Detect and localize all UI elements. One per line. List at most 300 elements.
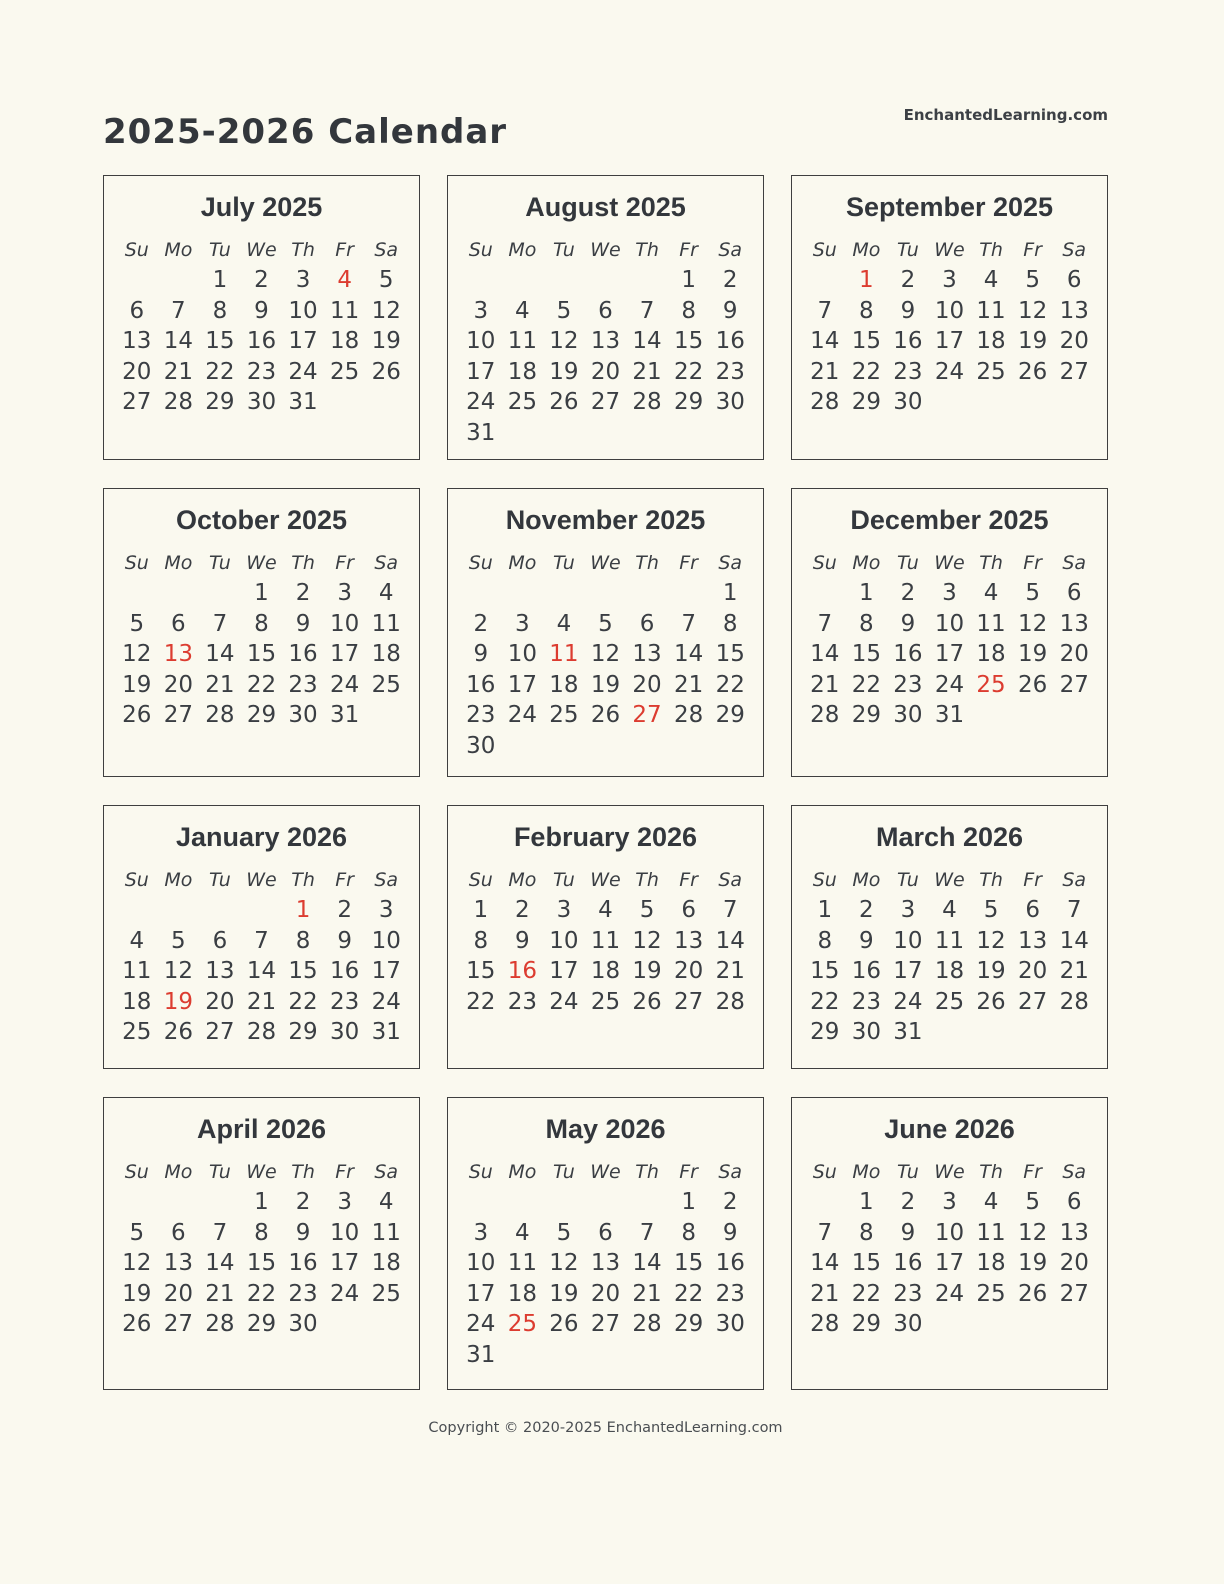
day-of-week-label: We: [246, 869, 277, 891]
empty-day-cell: [1012, 1017, 1054, 1048]
day-of-week-label: We: [246, 552, 277, 574]
day-cell: 14: [810, 1250, 840, 1276]
day-cell: 10: [466, 1250, 496, 1276]
holiday-day-cell: 27: [632, 702, 662, 728]
day-of-week-label: Mo: [852, 552, 881, 574]
day-cell: 25: [122, 1019, 152, 1045]
day-of-week-label: Th: [635, 552, 659, 574]
day-cell: 26: [632, 988, 662, 1015]
day-cell: 4: [129, 927, 145, 954]
page-title: 2025-2026 Calendar: [103, 112, 508, 152]
day-cell: 31: [934, 702, 965, 728]
day-cell: 8: [254, 610, 269, 637]
empty-day-cell: [1053, 1017, 1095, 1048]
empty-day-cell: [199, 1187, 241, 1218]
day-header-row: [804, 548, 1095, 578]
empty-day-cell: [365, 387, 407, 418]
day-cell: 25: [976, 1280, 1006, 1307]
empty-day-cell: [626, 265, 668, 296]
day-cell: 30: [466, 732, 496, 759]
day-cell: 9: [295, 610, 311, 637]
day-cell: 7: [212, 1219, 228, 1246]
day-cell: 20: [590, 1280, 621, 1307]
day-cell: 25: [976, 358, 1006, 385]
weeks-grid: [804, 895, 1095, 1048]
day-cell: 3: [337, 580, 352, 606]
day-cell: 12: [976, 927, 1006, 954]
empty-day-cell: [158, 578, 200, 609]
day-cell: 2: [900, 580, 916, 606]
empty-day-cell: [626, 418, 668, 449]
holiday-day-cell: 1: [295, 897, 311, 923]
weeks-grid: [116, 895, 407, 1048]
day-cell: 24: [288, 358, 318, 385]
day-cell: 9: [900, 297, 916, 324]
day-cell: 24: [934, 1280, 965, 1307]
empty-day-cell: [116, 1187, 158, 1218]
day-cell: 12: [632, 927, 662, 954]
day-cell: 18: [507, 1280, 537, 1307]
day-cell: 18: [976, 641, 1006, 667]
day-of-week-label: Su: [468, 1161, 493, 1183]
day-cell: 7: [254, 927, 269, 954]
day-cell: 13: [1017, 927, 1048, 954]
empty-day-cell: [668, 578, 710, 609]
calendar-page: [103, 0, 1108, 1436]
day-cell: 20: [590, 358, 621, 385]
day-cell: 17: [549, 958, 579, 984]
day-of-week-label: Tu: [209, 869, 231, 891]
weeks-grid: [460, 1187, 751, 1370]
day-cell: 17: [329, 1250, 360, 1276]
day-cell: 20: [632, 671, 662, 698]
holiday-day-cell: 19: [163, 988, 193, 1015]
day-cell: 15: [673, 328, 704, 354]
day-cell: 9: [515, 927, 530, 954]
day-cell: 7: [722, 897, 738, 923]
month-title: July 2025: [200, 192, 323, 222]
day-cell: 30: [246, 389, 277, 415]
day-cell: 24: [329, 671, 360, 698]
day-cell: 6: [1066, 267, 1082, 293]
day-of-week-label: Sa: [718, 869, 743, 891]
day-cell: 26: [122, 702, 152, 728]
empty-day-cell: [158, 895, 200, 926]
day-of-week-label: Su: [124, 1161, 149, 1183]
day-cell: 8: [859, 610, 874, 637]
day-cell: 20: [205, 988, 235, 1015]
day-cell: 11: [976, 1219, 1006, 1246]
day-header-row: [460, 865, 751, 895]
empty-day-cell: [626, 731, 668, 762]
empty-day-cell: [460, 1187, 502, 1218]
day-header-row: [116, 235, 407, 265]
day-of-week-label: Tu: [209, 239, 231, 261]
day-cell: 4: [983, 1189, 999, 1215]
day-cell: 30: [851, 1019, 881, 1045]
day-cell: 1: [212, 267, 228, 293]
day-of-week-label: Mo: [164, 869, 193, 891]
day-cell: 27: [1059, 1280, 1089, 1307]
empty-day-cell: [668, 731, 710, 762]
day-of-week-label: Mo: [852, 1161, 881, 1183]
day-cell: 14: [810, 328, 840, 354]
empty-day-cell: [585, 418, 627, 449]
day-cell: 2: [722, 267, 738, 293]
day-cell: 22: [851, 358, 881, 385]
day-cell: 11: [934, 927, 965, 954]
day-cell: 21: [673, 671, 704, 698]
day-cell: 16: [715, 1250, 745, 1276]
day-of-week-label: Th: [635, 869, 659, 891]
day-of-week-label: Tu: [897, 869, 919, 891]
day-cell: 22: [466, 988, 496, 1015]
empty-day-cell: [1053, 700, 1095, 731]
day-cell: 27: [122, 389, 152, 415]
day-cell: 3: [556, 897, 572, 923]
day-cell: 28: [810, 702, 840, 728]
weeks-grid: [804, 578, 1095, 731]
day-of-week-label: Mo: [852, 869, 881, 891]
day-of-week-label: We: [590, 869, 621, 891]
empty-day-cell: [585, 1340, 627, 1371]
day-cell: 18: [122, 988, 152, 1015]
day-cell: 5: [983, 897, 999, 923]
day-cell: 3: [942, 267, 957, 293]
empty-day-cell: [502, 731, 544, 762]
day-cell: 7: [817, 297, 833, 324]
day-cell: 7: [681, 610, 696, 637]
day-cell: 11: [507, 1250, 537, 1276]
day-cell: 16: [288, 641, 318, 667]
day-cell: 8: [722, 610, 738, 637]
day-cell: 30: [329, 1019, 360, 1045]
empty-day-cell: [502, 265, 544, 296]
day-cell: 14: [632, 1250, 662, 1276]
day-of-week-label: Tu: [553, 552, 575, 574]
day-cell: 12: [122, 641, 152, 667]
day-cell: 15: [810, 958, 840, 984]
empty-day-cell: [460, 265, 502, 296]
day-cell: 11: [976, 610, 1006, 637]
day-cell: 23: [288, 671, 318, 698]
day-cell: 19: [1017, 1250, 1048, 1276]
day-cell: 28: [205, 702, 235, 728]
day-cell: 14: [632, 328, 662, 354]
day-of-week-label: Mo: [508, 1161, 537, 1183]
empty-day-cell: [1012, 387, 1054, 418]
day-of-week-label: Mo: [164, 239, 193, 261]
day-cell: 30: [893, 389, 923, 415]
day-cell: 10: [549, 927, 579, 954]
day-cell: 18: [329, 328, 360, 354]
day-cell: 11: [329, 297, 360, 324]
day-of-week-label: We: [934, 869, 965, 891]
day-cell: 8: [681, 1219, 696, 1246]
day-cell: 12: [1017, 297, 1048, 324]
day-cell: 15: [851, 1250, 881, 1276]
day-cell: 5: [378, 267, 394, 293]
day-cell: 18: [371, 641, 401, 667]
day-cell: 6: [171, 610, 186, 637]
day-cell: 11: [371, 610, 401, 637]
day-cell: 19: [1017, 328, 1048, 354]
month-box: [791, 805, 1108, 1069]
day-cell: 5: [1025, 267, 1040, 293]
day-cell: 15: [673, 1250, 704, 1276]
day-cell: 27: [1059, 671, 1089, 698]
day-cell: 18: [371, 1250, 401, 1276]
day-cell: 26: [1017, 671, 1048, 698]
day-cell: 21: [246, 988, 277, 1015]
day-cell: 8: [295, 927, 311, 954]
day-cell: 27: [163, 1311, 193, 1337]
empty-day-cell: [970, 1017, 1012, 1048]
day-cell: 7: [639, 1219, 655, 1246]
day-cell: 15: [851, 328, 881, 354]
day-cell: 4: [515, 297, 530, 324]
day-cell: 29: [246, 1311, 277, 1337]
day-cell: 23: [466, 702, 496, 728]
day-cell: 29: [851, 1311, 881, 1337]
day-cell: 20: [1059, 328, 1089, 354]
day-cell: 16: [893, 1250, 923, 1276]
month-box: [103, 1097, 420, 1390]
month-box: [103, 805, 420, 1069]
day-cell: 28: [810, 389, 840, 415]
weeks-grid: [460, 895, 751, 1017]
day-cell: 26: [122, 1311, 152, 1337]
day-cell: 5: [639, 897, 655, 923]
day-cell: 2: [900, 1189, 916, 1215]
day-cell: 7: [817, 1219, 833, 1246]
day-cell: 5: [556, 297, 572, 324]
day-cell: 4: [983, 267, 999, 293]
weeks-grid: [116, 578, 407, 731]
empty-day-cell: [804, 1187, 846, 1218]
day-of-week-label: Su: [124, 552, 149, 574]
day-of-week-label: Th: [979, 1161, 1003, 1183]
month-box: [791, 175, 1108, 460]
day-cell: 14: [715, 927, 745, 954]
empty-day-cell: [543, 731, 585, 762]
month-title: January 2026: [175, 822, 348, 852]
day-cell: 26: [1017, 358, 1048, 385]
day-cell: 2: [337, 897, 352, 923]
day-of-week-label: Tu: [553, 869, 575, 891]
weeks-grid: [116, 265, 407, 418]
day-cell: 12: [371, 297, 401, 324]
day-header-row: [804, 235, 1095, 265]
day-of-week-label: Su: [468, 239, 493, 261]
day-of-week-label: Tu: [897, 1161, 919, 1183]
day-cell: 24: [329, 1280, 360, 1307]
empty-day-cell: [460, 578, 502, 609]
day-cell: 9: [900, 610, 916, 637]
day-cell: 6: [212, 927, 228, 954]
day-cell: 8: [817, 927, 833, 954]
page-header: [103, 0, 1108, 152]
holiday-day-cell: 25: [507, 1311, 537, 1337]
day-of-week-label: Fr: [335, 552, 354, 574]
day-cell: 21: [810, 671, 840, 698]
day-cell: 3: [473, 1219, 489, 1246]
day-of-week-label: Tu: [897, 239, 919, 261]
day-cell: 17: [329, 641, 360, 667]
day-cell: 28: [673, 702, 704, 728]
day-cell: 16: [329, 958, 360, 984]
day-cell: 23: [715, 1280, 745, 1307]
day-cell: 1: [681, 1189, 696, 1215]
empty-day-cell: [543, 418, 585, 449]
day-of-week-label: Th: [291, 1161, 315, 1183]
day-of-week-label: Fr: [679, 1161, 698, 1183]
day-cell: 25: [590, 988, 621, 1015]
day-of-week-label: We: [934, 239, 965, 261]
day-of-week-label: Fr: [1023, 552, 1042, 574]
day-of-week-label: Th: [635, 239, 659, 261]
day-header-row: [460, 1157, 751, 1187]
day-cell: 30: [288, 702, 318, 728]
day-cell: 13: [1059, 297, 1089, 324]
day-cell: 8: [473, 927, 489, 954]
day-header-row: [804, 1157, 1095, 1187]
day-cell: 13: [673, 927, 704, 954]
empty-day-cell: [929, 1017, 971, 1048]
day-cell: 7: [1066, 897, 1082, 923]
day-of-week-label: Su: [812, 869, 837, 891]
day-cell: 2: [295, 580, 311, 606]
day-cell: 15: [246, 641, 277, 667]
day-cell: 29: [205, 389, 235, 415]
day-cell: 4: [515, 1219, 530, 1246]
day-of-week-label: Mo: [508, 239, 537, 261]
day-cell: 21: [810, 1280, 840, 1307]
day-cell: 28: [205, 1311, 235, 1337]
day-cell: 6: [1025, 897, 1040, 923]
empty-day-cell: [1012, 700, 1054, 731]
day-cell: 10: [466, 328, 496, 354]
empty-day-cell: [365, 700, 407, 731]
day-cell: 27: [205, 1019, 235, 1045]
day-of-week-label: Sa: [374, 1161, 399, 1183]
day-cell: 21: [810, 358, 840, 385]
day-cell: 16: [893, 641, 923, 667]
day-of-week-label: Fr: [1023, 869, 1042, 891]
day-cell: 5: [1025, 580, 1040, 606]
day-cell: 11: [507, 328, 537, 354]
empty-day-cell: [116, 578, 158, 609]
day-cell: 26: [976, 988, 1006, 1015]
day-cell: 20: [673, 958, 704, 984]
day-cell: 24: [893, 988, 923, 1015]
month-box: [791, 488, 1108, 777]
day-cell: 22: [246, 671, 277, 698]
day-cell: 17: [893, 958, 923, 984]
day-cell: 2: [515, 897, 530, 923]
day-cell: 23: [246, 358, 277, 385]
day-cell: 27: [1017, 988, 1048, 1015]
day-cell: 3: [942, 1189, 957, 1215]
day-of-week-label: Th: [979, 239, 1003, 261]
day-cell: 10: [329, 610, 360, 637]
day-of-week-label: Mo: [164, 552, 193, 574]
day-cell: 24: [507, 702, 537, 728]
day-cell: 10: [329, 1219, 360, 1246]
day-cell: 6: [171, 1219, 186, 1246]
day-cell: 8: [212, 297, 228, 324]
empty-day-cell: [241, 895, 283, 926]
day-cell: 29: [851, 389, 881, 415]
day-cell: 21: [205, 671, 235, 698]
day-cell: 2: [859, 897, 874, 923]
day-cell: 5: [171, 927, 186, 954]
day-cell: 26: [549, 389, 579, 415]
day-of-week-label: Sa: [1062, 1161, 1087, 1183]
day-cell: 28: [810, 1311, 840, 1337]
day-of-week-label: Mo: [508, 552, 537, 574]
day-cell: 16: [893, 328, 923, 354]
day-of-week-label: Fr: [335, 1161, 354, 1183]
day-cell: 22: [810, 988, 840, 1015]
day-cell: 23: [288, 1280, 318, 1307]
day-cell: 5: [129, 1219, 145, 1246]
day-cell: 14: [246, 958, 277, 984]
day-cell: 11: [590, 927, 621, 954]
empty-day-cell: [804, 578, 846, 609]
day-cell: 25: [329, 358, 360, 385]
day-of-week-label: We: [934, 552, 965, 574]
month-title: April 2026: [196, 1114, 327, 1144]
day-cell: 9: [254, 297, 269, 324]
day-of-week-label: Sa: [1062, 239, 1087, 261]
day-cell: 5: [556, 1219, 572, 1246]
day-cell: 19: [122, 1280, 152, 1307]
empty-day-cell: [668, 418, 710, 449]
day-cell: 20: [1059, 641, 1089, 667]
day-cell: 4: [378, 580, 394, 606]
day-of-week-label: Tu: [897, 552, 919, 574]
day-cell: 28: [1059, 988, 1089, 1015]
empty-day-cell: [543, 578, 585, 609]
empty-day-cell: [709, 418, 751, 449]
day-cell: 18: [549, 671, 579, 698]
day-cell: 9: [859, 927, 874, 954]
day-of-week-label: Sa: [718, 239, 743, 261]
day-of-week-label: Su: [124, 239, 149, 261]
day-cell: 26: [590, 702, 621, 728]
day-cell: 25: [371, 1280, 401, 1307]
day-cell: 9: [295, 1219, 311, 1246]
day-of-week-label: Th: [635, 1161, 659, 1183]
day-cell: 8: [859, 1219, 874, 1246]
day-of-week-label: Mo: [164, 1161, 193, 1183]
day-of-week-label: Su: [468, 869, 493, 891]
day-cell: 9: [473, 641, 489, 667]
day-cell: 25: [549, 702, 579, 728]
day-cell: 20: [1017, 958, 1048, 984]
empty-day-cell: [929, 1309, 971, 1340]
day-cell: 10: [934, 610, 965, 637]
day-cell: 6: [598, 1219, 613, 1246]
empty-day-cell: [1012, 1309, 1054, 1340]
day-of-week-label: Fr: [679, 239, 698, 261]
day-cell: 19: [590, 671, 621, 698]
day-of-week-label: We: [246, 239, 277, 261]
day-of-week-label: Mo: [852, 239, 881, 261]
day-cell: 18: [507, 358, 537, 385]
day-cell: 8: [681, 297, 696, 324]
